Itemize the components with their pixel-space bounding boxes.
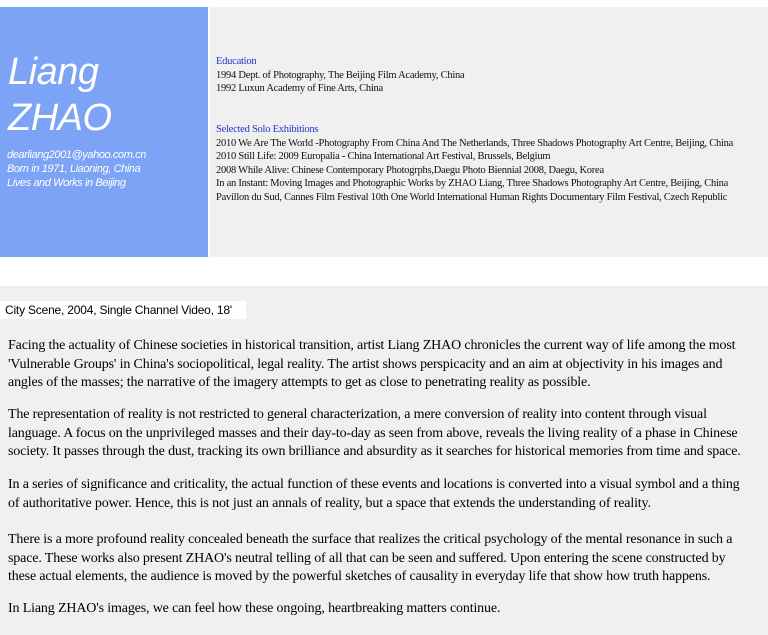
description-paragraph: There is a more profound reality concealed beneath the surface that realizes the critical psychology of the mental resonance in such a space. These works also present ZHAO's neutral telling of all that can be seen and suffered. Upon entering the scene constructed by these actual elements, the audience is moved by the powerful sketches of causality in everyday life that show how truth happens.: [8, 532, 733, 585]
artist-residence: Lives and Works in Beijing: [7, 177, 126, 189]
artist-birth: Born in 1971, Liaoning, China: [7, 163, 141, 175]
education-section: [216, 55, 464, 96]
exhibition-item: 2008 While Alive: Chinese Contemporary Photogrphs,Daegu Photo Biennial 2008, Daegu, Korea: [216, 164, 604, 176]
cv-panel: [210, 7, 768, 257]
education-item: 1992 Luxun Academy of Fine Arts, China: [216, 83, 383, 94]
section-gap: [0, 257, 768, 286]
work-description-panel: [0, 286, 768, 635]
description-paragraph: In a series of significance and criticality, the actual function of these events and locations is converted into a visual symbol and a thing of authoritative power. Hence, this is not just an annals of reality, but a space that extends the understanding of reality.: [8, 477, 740, 511]
artist-email[interactable]: dearliang2001@yahoo.com.cn: [7, 149, 146, 161]
description-paragraph: In Liang ZHAO's images, we can feel how these ongoing, heartbreaking matters continue.: [8, 601, 501, 616]
video-caption: City Scene, 2004, Single Channel Video, 18': [0, 301, 246, 319]
exhibition-item: In an Instant: Moving Images and Photographic Works by ZHAO Liang, Three Shadows Photography Art Centre, Beijing, China: [216, 178, 729, 189]
solo-exhibitions-heading: Selected Solo Exhibitions: [216, 124, 319, 135]
exhibition-item: 2010 We Are The World -Photography From China And The Netherlands, Three Shadows Photography Art Centre, Beijing, China: [216, 137, 734, 149]
top-band: [0, 0, 768, 7]
exhibition-item: 2010 Still Life: 2009 Europalia - China International Art Festival, Brussels, Belgium: [216, 151, 551, 162]
solo-exhibitions-section: [216, 123, 733, 204]
artist-name: [8, 49, 112, 141]
education-item: 1994 Dept. of Photography, The Beijing Film Academy, China: [216, 69, 465, 81]
artist-last-name: ZHAO: [8, 97, 112, 139]
artist-first-name: Liang: [8, 51, 99, 93]
artist-contact: [7, 148, 146, 190]
description-paragraph: Facing the actuality of Chinese societies in historical transition, artist Liang ZHAO chronicles the current way of life among the most 'Vulnerable Groups' in China's sociopolitical, legal reality. The artist shows perspicacity and an aim at objectivity in his images and angles of the masses; the narrative of the imagery attempts to get as close to penetrating reality as possible.: [8, 338, 736, 391]
education-heading: Education: [216, 56, 257, 67]
exhibition-item: Pavillon du Sud, Cannes Film Festival 10th One World International Human Rights Documentary Film Festival, Czech Republic: [216, 191, 728, 203]
description-paragraph: The representation of reality is not restricted to general characterization, a mere conversion of reality into content through visual language. A focus on the unprivileged masses and their day-to-day as seen from above, reveals the living reality of a phase in Chinese society. It passes through the dust, tracking its own brilliance and absurdity as it searches for historical memories from time and space.: [8, 407, 741, 460]
artist-profile-panel: [0, 7, 208, 257]
